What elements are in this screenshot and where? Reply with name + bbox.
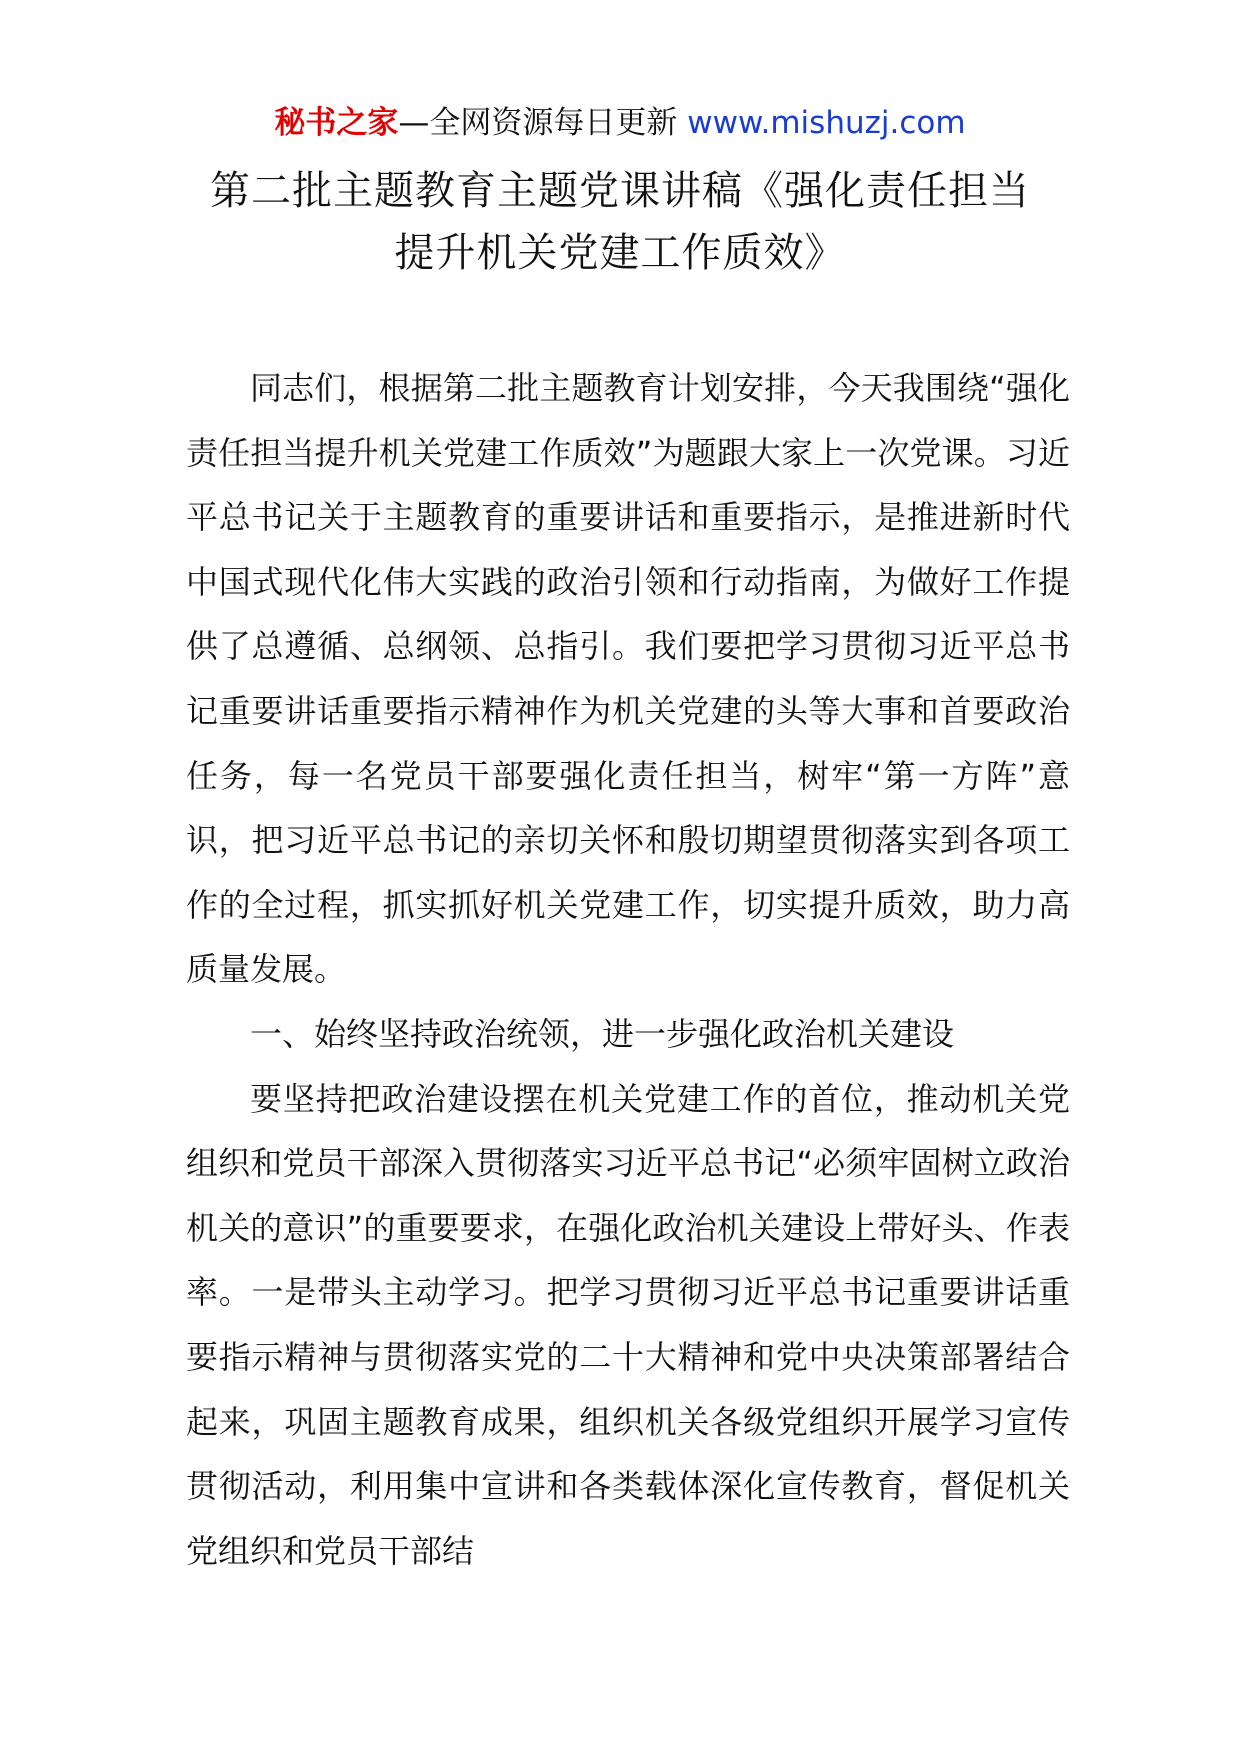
site-url-link[interactable]: www.mishuzj.com — [687, 105, 966, 141]
paragraph-section-1: 要坚持把政治建设摆在机关党建工作的首位，推动机关党组织和党员干部深入贯彻落实习近平总书记“必须牢固树立政治机关的意识”的重要要求，在强化政治机关建设上带好头、作表率。一是带头主动学习。把学习贯彻习近平总书记重要讲话重要指示精神与贯彻落实党的二十大精神和党中央决策部署结合起来，巩固主题教育成果，组织机关各级党组织开展学习宣传贯彻活动，利用集中宣讲和各类载体深化宣传教育，督促机关党组织和党员干部结 — [186, 1079, 1070, 1570]
document-body — [186, 356, 1070, 1583]
header-tagline: —全网资源每日更新 — [398, 105, 688, 141]
document-title — [150, 160, 1090, 284]
paragraph-intro: 同志们，根据第二批主题教育计划安排，今天我围绕“强化责任担当提升机关党建工作质效”为题跟大家上一次党课。习近平总书记关于主题教育的重要讲话和重要指示，是推进新时代中国式现代化伟大实践的政治引领和行动指南，为做好工作提供了总遵循、总纲领、总指引。我们要把学习贯彻习近平总书记重要讲话重要指示精神作为机关党建的头等大事和首要政治任务，每一名党员干部要强化责任担当，树牢“第一方阵”意识，把习近平总书记的亲切关怀和殷切期望贯彻落实到各项工作的全过程，抓实抓好机关党建工作，切实提升质效，助力高质量发展。 — [186, 369, 1070, 989]
site-header — [0, 103, 1240, 143]
title-line-2: 提升机关党建工作质效》 — [394, 230, 846, 276]
brand-name: 秘书之家 — [274, 105, 399, 141]
title-line-1: 第二批主题教育主题党课讲稿《强化责任担当 — [210, 168, 1030, 214]
section-heading-1: 一、始终坚持政治统领，进一步强化政治机关建设 — [250, 1014, 955, 1053]
